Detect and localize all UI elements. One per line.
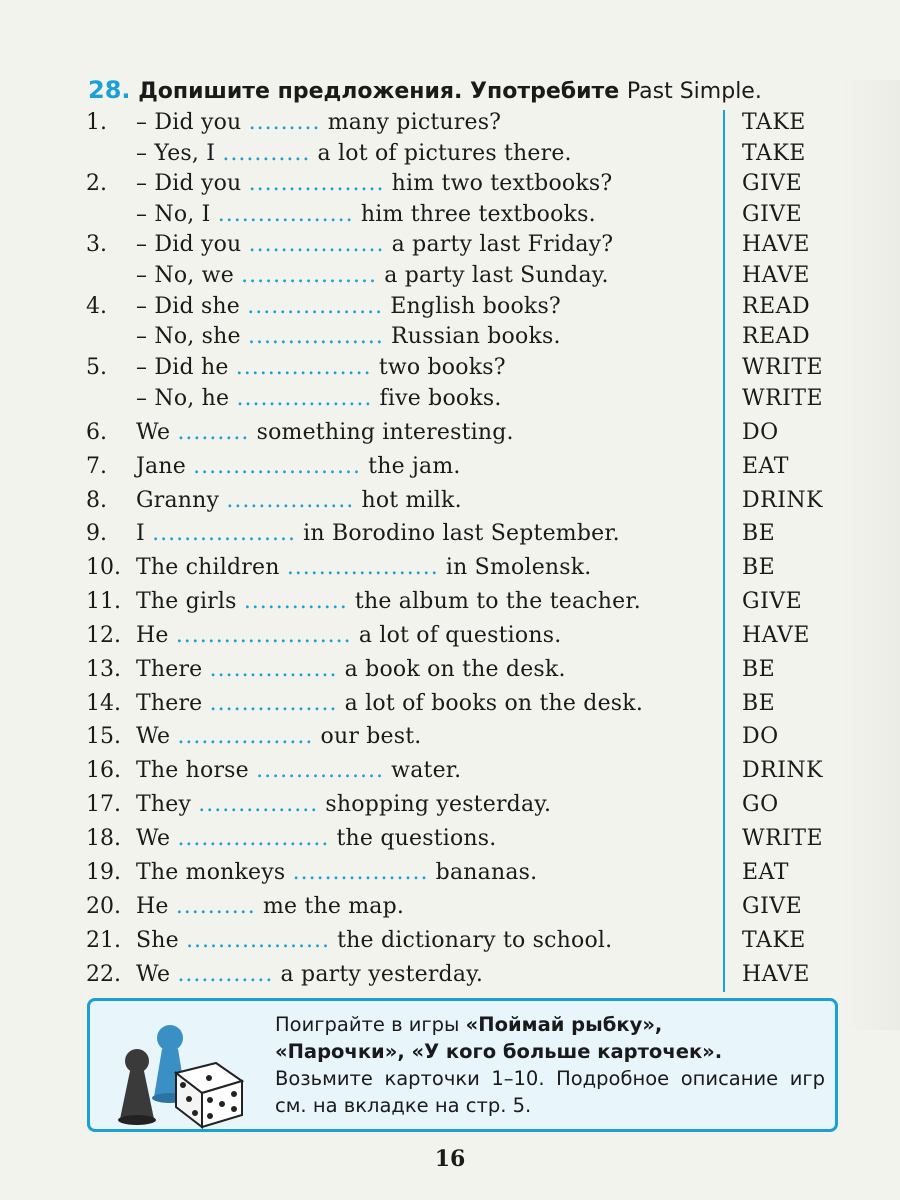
answer-blank[interactable]: ............. [243,589,348,614]
sentence-row [0,790,900,820]
sentence-end: the dictionary to school. [329,928,613,953]
answer-blank[interactable]: ............ [177,962,274,987]
answer-blank[interactable]: ................. [248,232,385,257]
sentence-end: in Smolensk. [438,555,592,580]
sentence-row [0,655,900,685]
item-number: 7. [86,454,107,479]
sentence-start: – Did he [136,355,236,380]
sentence-end: a party last Friday? [384,232,614,257]
game-names-pairs: «Парочки», «У кого больше карточек». [275,1040,723,1063]
verb-hint: GIVE [742,894,803,919]
answer-blank[interactable]: ................. [235,355,372,380]
sentence-text [136,418,514,448]
verb-hint: READ [742,324,811,349]
sentence-row [0,139,900,169]
sentence-start: – Did she [136,294,248,319]
sentence-row [0,292,900,322]
answer-blank[interactable]: ................... [177,826,330,851]
answer-blank[interactable]: ................. [241,263,378,288]
sentence-start: We [136,962,178,987]
sentence-end: bananas. [428,860,538,885]
answer-blank[interactable]: ................. [248,171,385,196]
sentence-end: him three textbooks. [353,202,596,227]
sentence-end: the album to the teacher. [347,589,641,614]
sentence-text [136,655,566,685]
item-number: 15. [86,724,121,749]
sentence-text [136,790,551,820]
sentence-text [136,621,561,651]
answer-blank[interactable]: ................. [247,324,384,349]
sentence-start: The monkeys [136,860,293,885]
exercise-header [88,76,762,104]
verb-hint: HAVE [742,962,810,987]
verb-hint: DRINK [742,488,824,513]
sentence-end: English books? [383,294,561,319]
sentence-text [136,452,461,482]
sentence-end: hot milk. [354,488,462,513]
sentence-start: I [136,521,153,546]
answer-blank[interactable]: ...................... [175,623,352,648]
verb-hint: GIVE [742,202,803,227]
sentence-row [0,486,900,516]
sentence-end: me the map. [255,894,405,919]
sentence-row [0,824,900,854]
sentence-row [0,322,900,352]
item-number: 22. [86,962,121,987]
item-number: 21. [86,928,121,953]
sentence-end: the questions. [329,826,497,851]
sentence-start: They [136,792,199,817]
sentence-start: There [136,691,210,716]
sentence-start: – Did you [136,110,249,135]
sentence-text [136,926,612,956]
answer-blank[interactable]: ................. [177,724,314,749]
sentence-start: We [136,724,178,749]
sentence-row [0,169,900,199]
exercise-instruction: Допишите предложения. Употребите [138,79,620,104]
dark-pawn-icon [118,1049,156,1125]
sentence-text [136,892,404,922]
sentence-text [136,824,496,854]
sentence-end: him two textbooks? [384,171,613,196]
sentence-row [0,519,900,549]
item-number: 19. [86,860,121,885]
verb-hint: WRITE [742,355,824,380]
item-number: 4. [86,294,107,319]
sentence-row [0,230,900,260]
exercise-tense: Past Simple. [626,79,762,104]
sentence-end: a lot of pictures there. [310,141,572,166]
verb-hint: BE [742,657,776,682]
sentence-start: – Did you [136,171,249,196]
sentence-end: our best. [313,724,422,749]
game-name-fish: «Поймай рыбку», [465,1013,663,1036]
verb-hint: READ [742,294,811,319]
item-number: 14. [86,691,121,716]
verb-hint: BE [742,555,776,580]
sentence-row [0,353,900,383]
verb-hint: GIVE [742,171,803,196]
game-pieces-icon [102,1005,252,1129]
item-number: 3. [86,232,107,257]
sentence-row [0,587,900,617]
sentence-row [0,756,900,786]
verb-hint: TAKE [742,141,806,166]
sentence-end: Russian books. [383,324,561,349]
sentence-text [136,519,620,549]
sentence-row [0,384,900,414]
sentence-text [136,353,506,383]
sentence-start: – No, she [136,324,248,349]
sentence-text [136,553,592,583]
sentence-row [0,689,900,719]
sentence-text [136,960,483,990]
sentence-row [0,926,900,956]
sentence-row [0,261,900,291]
answer-blank[interactable]: ................ [209,657,338,682]
sentence-end: a book on the desk. [337,657,566,682]
sentence-start: He [136,623,176,648]
sentence-end: two books? [371,355,506,380]
game-tip-details: Возьмите карточки 1–10. Подробное описание игр см. на вкладке на стр. 5. [275,1067,825,1117]
sentence-row [0,108,900,138]
sentence-text [136,200,596,230]
sentence-start: – No, I [136,202,218,227]
sentence-row [0,960,900,990]
exercise-number: 28. [88,76,131,104]
sentence-row [0,418,900,448]
sentence-row [0,621,900,651]
dice-icon [176,1063,242,1127]
sentence-end: water. [383,758,462,783]
sentence-start: Jane [136,454,194,479]
verb-hint: BE [742,521,776,546]
game-tip-text [275,1011,825,1119]
sentence-end: a party yesterday. [273,962,484,987]
answer-blank[interactable]: ................. [236,386,373,411]
item-number: 9. [86,521,107,546]
answer-blank[interactable]: ......... [177,420,250,445]
sentence-row [0,200,900,230]
sentence-row [0,553,900,583]
sentence-text [136,322,561,352]
answer-blank[interactable]: .......... [175,894,256,919]
answer-blank[interactable]: ............... [198,792,319,817]
sentence-start: – Did you [136,232,249,257]
sentence-start: She [136,928,187,953]
sentence-text [136,108,501,138]
item-number: 13. [86,657,121,682]
sentence-text [136,486,462,516]
item-number: 2. [86,171,107,196]
sentence-row [0,722,900,752]
answer-blank[interactable]: ................ [209,691,338,716]
answer-blank[interactable]: ........... [222,141,311,166]
item-number: 18. [86,826,121,851]
sentence-row [0,858,900,888]
sentence-text [136,858,537,888]
answer-blank[interactable]: ..................... [193,454,361,479]
verb-hint: EAT [742,454,789,479]
sentence-start: We [136,420,178,445]
sentence-row [0,452,900,482]
item-number: 8. [86,488,107,513]
game-tip-box [87,998,838,1132]
sentence-text [136,689,643,719]
sentence-end: a lot of questions. [351,623,562,648]
answer-blank[interactable]: ................. [217,202,354,227]
sentence-end: many pictures? [320,110,502,135]
item-number: 20. [86,894,121,919]
answer-blank[interactable]: .................. [152,521,296,546]
answer-blank[interactable]: ................. [292,860,429,885]
sentence-end: shopping yesterday. [318,792,552,817]
sentence-end: a party last Sunday. [377,263,609,288]
sentence-end: the jam. [360,454,461,479]
item-number: 1. [86,110,107,135]
verb-hint: DRINK [742,758,824,783]
sentence-start: The horse [136,758,257,783]
sentence-start: – No, we [136,263,242,288]
verb-hint: HAVE [742,623,810,648]
sentence-start: There [136,657,210,682]
sentence-text [136,261,609,291]
answer-blank[interactable]: ................ [256,758,384,783]
item-number: 11. [86,589,121,614]
verb-hint: GO [742,792,779,817]
item-number: 17. [86,792,121,817]
answer-blank[interactable]: ................... [286,555,439,580]
answer-blank[interactable]: ................ [226,488,355,513]
verb-hint: HAVE [742,263,810,288]
answer-blank[interactable]: ................. [247,294,384,319]
verb-hint: GIVE [742,589,803,614]
verb-hint: EAT [742,860,789,885]
verb-hint: TAKE [742,928,806,953]
sentence-start: We [136,826,178,851]
sentence-end: five books. [372,386,502,411]
sentence-start: Granny [136,488,227,513]
sentence-text [136,169,612,199]
verb-hint: DO [742,420,779,445]
sentence-start: The girls [136,589,244,614]
page-number: 16 [434,1146,466,1172]
sentence-row [0,892,900,922]
sentence-end: a lot of books on the desk. [337,691,644,716]
sentence-text [136,722,421,752]
sentence-start: He [136,894,176,919]
verb-hint: HAVE [742,232,810,257]
sentence-text [136,587,641,617]
item-number: 10. [86,555,121,580]
sentence-start: – No, he [136,386,237,411]
verb-hint: WRITE [742,386,824,411]
sentence-text [136,384,502,414]
verb-hint: TAKE [742,110,806,135]
sentence-text [136,756,461,786]
item-number: 6. [86,420,107,445]
sentence-start: The children [136,555,287,580]
sentence-start: – Yes, I [136,141,223,166]
sentence-end: in Borodino last September. [295,521,620,546]
sentence-text [136,139,572,169]
answer-blank[interactable]: .................. [186,928,330,953]
item-number: 16. [86,758,121,783]
verb-hint: WRITE [742,826,824,851]
game-tip-intro: Поиграйте в игры [275,1013,466,1036]
answer-blank[interactable]: ......... [248,110,321,135]
sentence-text [136,292,561,322]
verb-hint: BE [742,691,776,716]
verb-hint: DO [742,724,779,749]
item-number: 5. [86,355,107,380]
item-number: 12. [86,623,121,648]
sentence-end: something interesting. [249,420,514,445]
sentence-text [136,230,613,260]
